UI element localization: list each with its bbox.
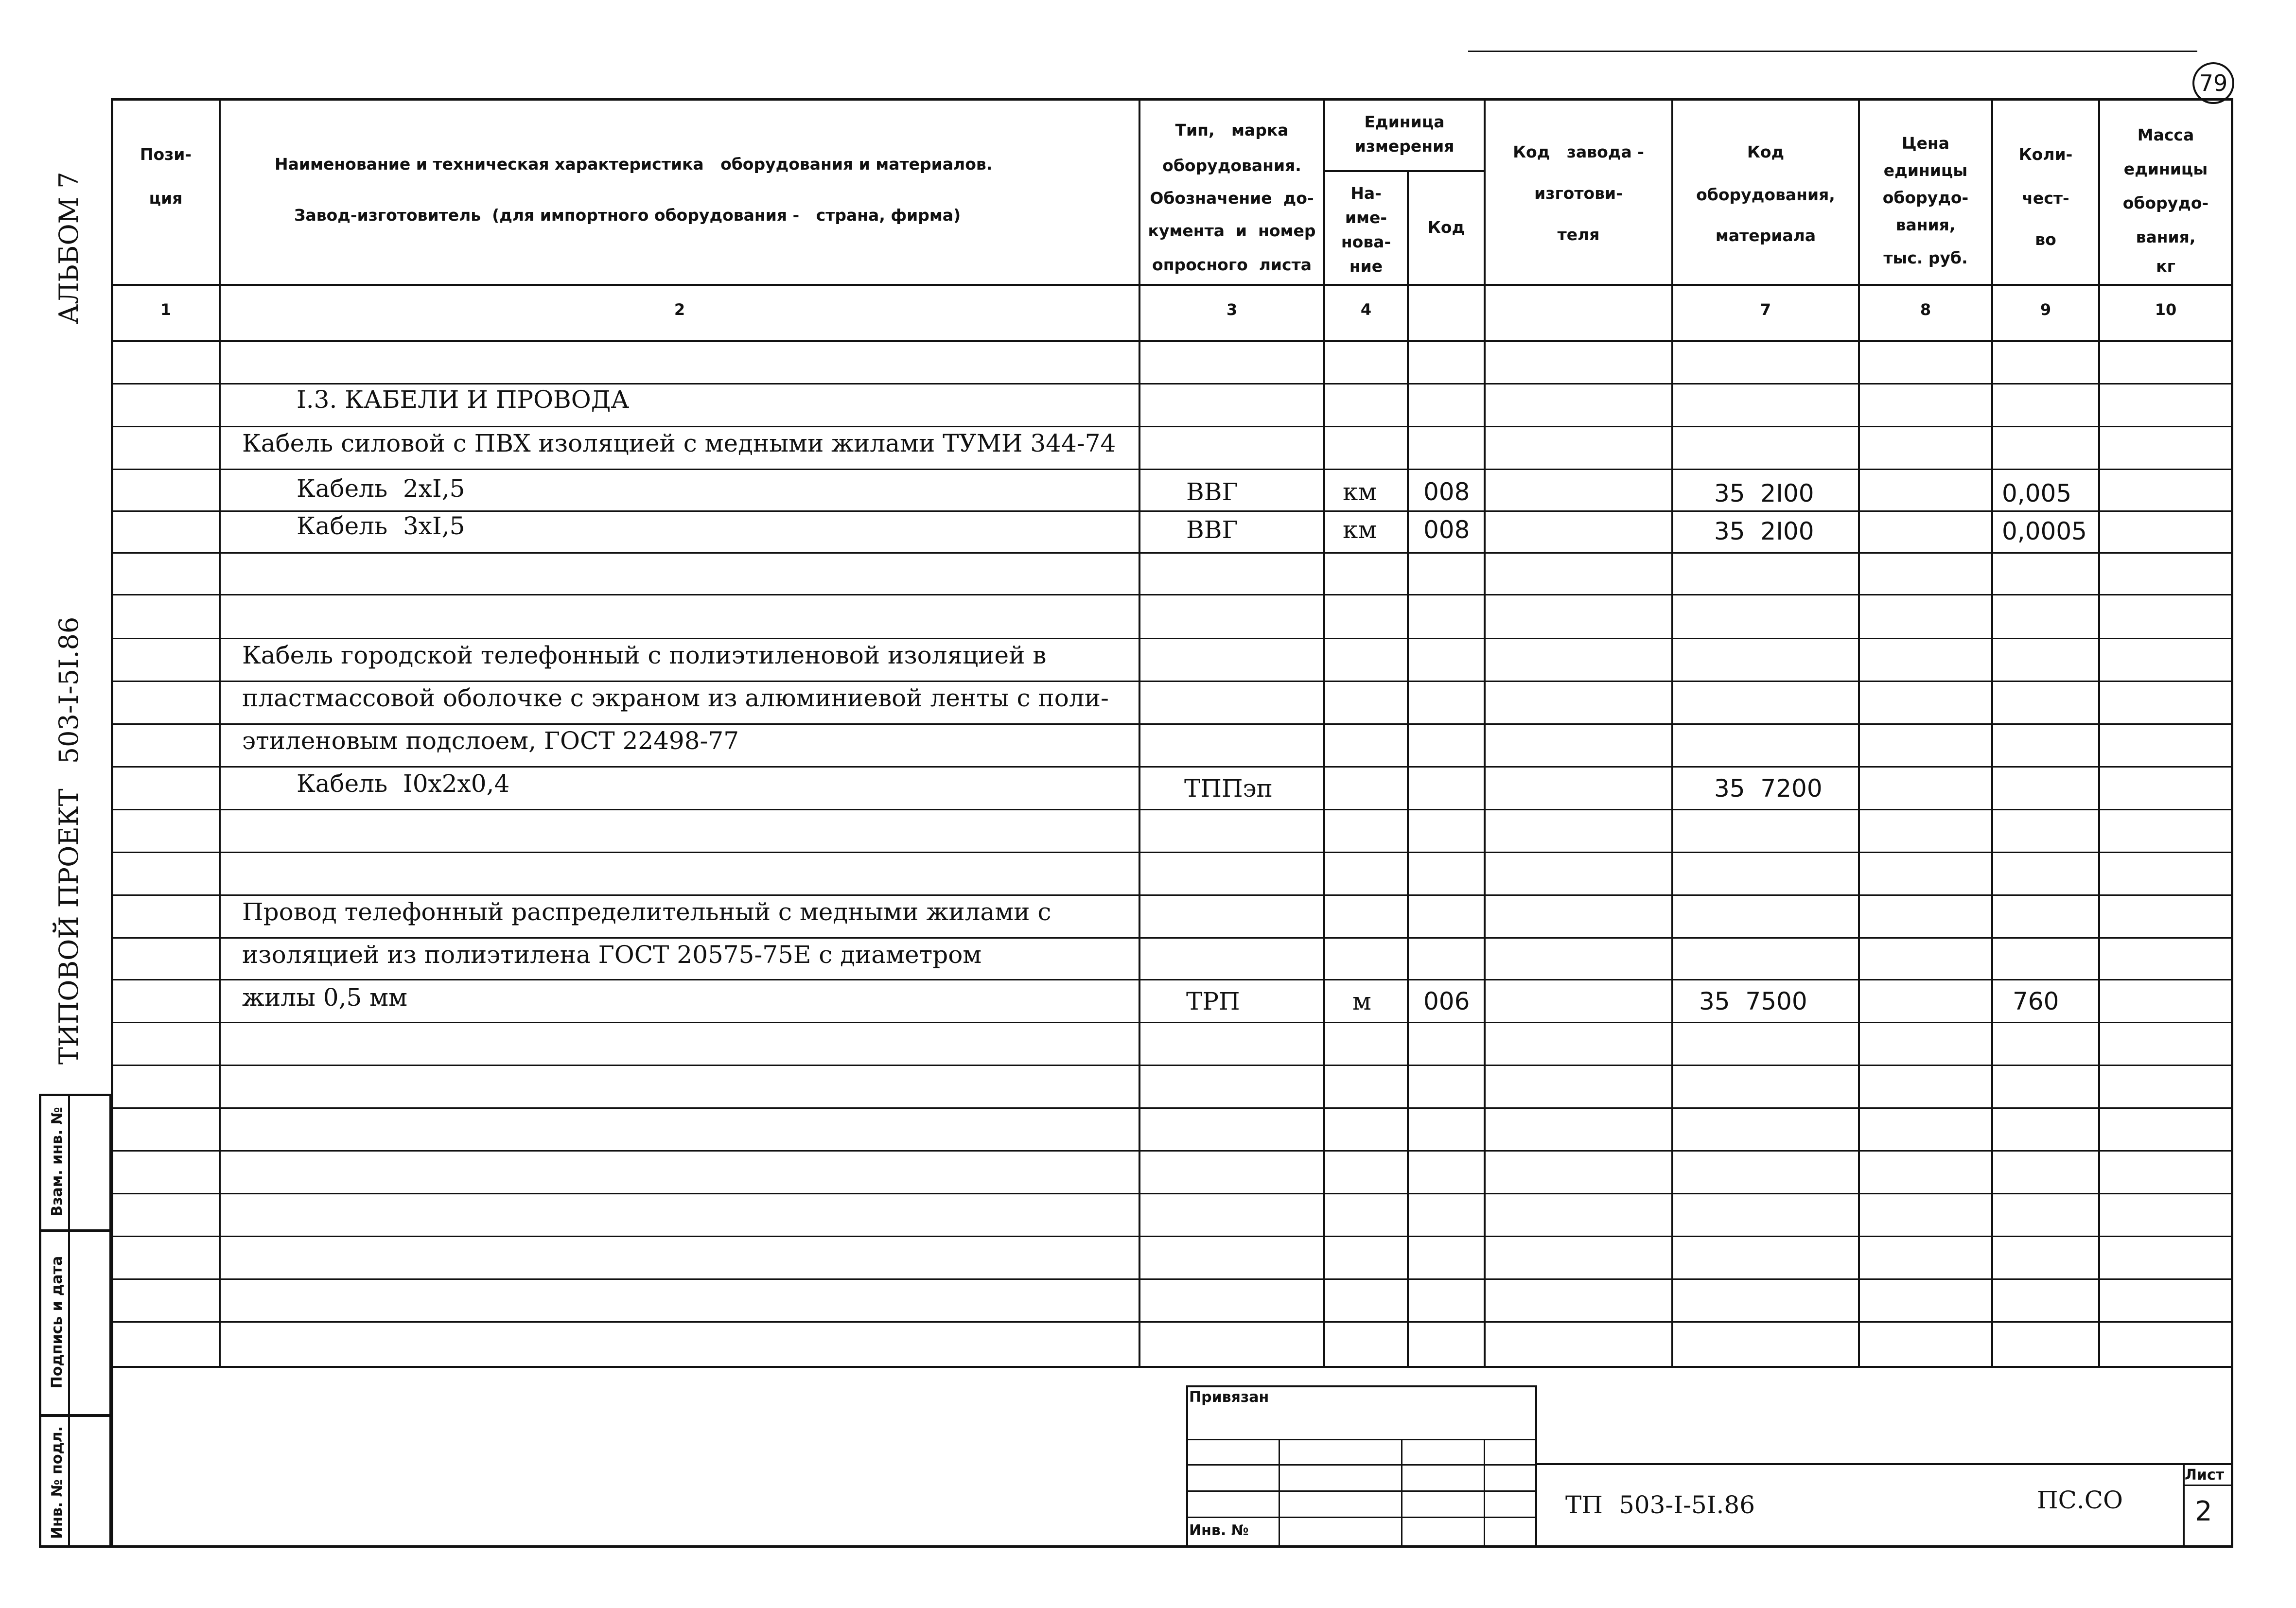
row-line xyxy=(111,1278,2233,1280)
hdr-col3-l2: оборудования. xyxy=(1162,156,1301,175)
body-bottom-line xyxy=(111,1366,2233,1368)
row-phone-cable-l3: этиленовым подслоем, ГОСТ 22498-77 xyxy=(242,727,739,755)
row-cable-3x15-code: 008 xyxy=(1423,516,1470,544)
hdr-col6-l1: Код завода - xyxy=(1513,142,1644,161)
list-number: 2 xyxy=(2195,1496,2212,1527)
hdr-col10-l3: оборудо- xyxy=(2122,193,2209,212)
row-line xyxy=(111,383,2233,385)
row-cable-2x15-code: 008 xyxy=(1423,478,1470,506)
hdr-col8-l4: вания, xyxy=(1895,215,1956,234)
hdr-col3-l4: кумента и номер xyxy=(1148,221,1316,240)
row-power-cable: Кабель силовой с ПВХ изоляцией с медными жилами ТУМИ 344-74 xyxy=(242,429,1116,457)
side-stamp-inv-zam: Взам. инв. № xyxy=(49,1107,66,1217)
row-line xyxy=(111,1022,2233,1023)
row-line xyxy=(111,1107,2233,1109)
row-cable-2x15-type: ВВГ xyxy=(1186,478,1238,506)
side-album: АЛЬБОМ 7 xyxy=(53,172,84,324)
row-wire-unit: м xyxy=(1352,987,1371,1015)
header-bottom-line xyxy=(111,284,2233,286)
row-phone-cable-l1: Кабель городской телефонный с полиэтиленовой изоляцией в xyxy=(242,641,1047,669)
hdr-col4-l1: На- xyxy=(1350,184,1382,203)
inv-no-label: Инв. № xyxy=(1189,1522,1249,1539)
row-line xyxy=(111,552,2233,554)
colnum-1: 1 xyxy=(160,300,172,319)
hdr-col8-l1: Цена xyxy=(1901,134,1950,153)
hdr-col7-l3: материала xyxy=(1715,226,1816,245)
colnum-bottom-line xyxy=(111,340,2233,342)
hdr-col5: Код xyxy=(1427,218,1465,237)
row-wire-type: ТРП xyxy=(1186,987,1240,1015)
row-cable-3x15-mass: 0,0005 xyxy=(2002,517,2087,545)
col-line-4 xyxy=(1407,170,1409,1368)
row-cable-10x2-mat: 35 7200 xyxy=(1714,774,1823,803)
sheet-number: 79 xyxy=(2199,70,2228,96)
row-cable-2x15-name: Кабель 2хI,5 xyxy=(297,474,465,503)
hdr-col7-l2: оборудования, xyxy=(1696,185,1835,204)
row-line xyxy=(111,469,2233,470)
hdr-col8-l5: тыс. руб. xyxy=(1883,248,1968,267)
row-wire-mat: 35 7500 xyxy=(1699,987,1807,1015)
row-cable-3x15-mat: 35 2I00 xyxy=(1714,517,1814,545)
row-line xyxy=(111,426,2233,427)
row-line xyxy=(111,1150,2233,1152)
row-cable-2x15-mat: 35 2I00 xyxy=(1714,479,1814,507)
col-line-8 xyxy=(1991,98,1993,1368)
row-cable-2x15-mass: 0,005 xyxy=(2002,479,2072,507)
colnum-3: 3 xyxy=(1226,300,1238,319)
hdr-col7-l1: Код xyxy=(1747,142,1785,161)
row-cable-3x15-unit: км xyxy=(1343,516,1377,544)
hdr-col9-l2: чест- xyxy=(2022,189,2069,208)
hdr-col3-l5: опросного листа xyxy=(1152,255,1312,274)
section-title: I.3. КАБЕЛИ И ПРОВОДА xyxy=(297,385,630,414)
colnum-8: 8 xyxy=(1920,300,1931,319)
colnum-10: 10 xyxy=(2155,300,2177,319)
side-stamp-sign-date: Подпись и дата xyxy=(49,1256,66,1389)
colnum-2: 2 xyxy=(674,300,685,319)
hdr-col3-l1: Тип, марка xyxy=(1175,121,1289,140)
col-line-2 xyxy=(1139,98,1140,1368)
row-line xyxy=(111,766,2233,768)
doc-code-prefix: ТП xyxy=(1565,1491,1603,1519)
side-code: 503-I-5I.86 xyxy=(53,616,84,764)
privyazan-vline-3 xyxy=(1484,1439,1485,1548)
row-line xyxy=(111,1065,2233,1066)
list-label: Лист xyxy=(2185,1467,2225,1484)
row-line xyxy=(111,809,2233,810)
hdr-col10-l2: единицы xyxy=(2123,159,2208,178)
row-line xyxy=(111,1236,2233,1237)
row-cable-10x2-type: ТППэп xyxy=(1184,774,1273,803)
title-block-top xyxy=(1535,1463,2233,1465)
hdr-unit-l1: Единица xyxy=(1364,112,1445,131)
unit-split-line xyxy=(1323,170,1484,172)
row-line xyxy=(111,979,2233,980)
hdr-col9-l1: Коли- xyxy=(2018,145,2073,164)
hdr-unit-l2: измерения xyxy=(1354,137,1455,156)
side-stamp-divider xyxy=(68,1094,70,1548)
hdr-col6-l3: теля xyxy=(1557,225,1600,244)
hdr-col4-l4: ние xyxy=(1349,257,1383,276)
col-line-6 xyxy=(1671,98,1673,1368)
hdr-col9-l3: во xyxy=(2035,230,2056,249)
row-line xyxy=(111,723,2233,725)
hdr-col10-l5: кг xyxy=(2156,257,2175,276)
col-line-5 xyxy=(1484,98,1486,1368)
row-wire-code: 006 xyxy=(1423,987,1470,1015)
doc-code: 503-I-5I.86 xyxy=(1619,1491,1755,1519)
top-rule xyxy=(1468,51,2197,52)
colnum-4: 4 xyxy=(1360,300,1372,319)
row-line xyxy=(111,594,2233,595)
hdr-col4-l3: нова- xyxy=(1341,232,1391,251)
row-line xyxy=(111,1193,2233,1194)
row-cable-3x15-type: ВВГ xyxy=(1186,516,1238,544)
row-cable-3x15-name: Кабель 3хI,5 xyxy=(297,512,465,540)
row-line xyxy=(111,681,2233,682)
col-line-3 xyxy=(1323,98,1325,1368)
side-project: ТИПОВОЙ ПРОЕКТ xyxy=(53,788,84,1065)
privyazan-vline-2 xyxy=(1401,1439,1402,1548)
row-line xyxy=(111,1321,2233,1323)
row-cable-10x2-name: Кабель I0х2х0,4 xyxy=(297,769,510,798)
hdr-col8-l3: оборудо- xyxy=(1882,188,1969,207)
hdr-col1-l2: ция xyxy=(149,189,183,208)
hdr-col2-l2: Завод-изготовитель (для импортного оборудования - страна, фирма) xyxy=(294,206,961,225)
row-wire-l3: жилы 0,5 мм xyxy=(242,983,407,1012)
hdr-col8-l2: единицы xyxy=(1883,161,1968,180)
hdr-col3-l3: Обозначение до- xyxy=(1150,189,1314,208)
col-line-1 xyxy=(219,98,221,1368)
row-line xyxy=(111,937,2233,939)
col-line-9 xyxy=(2098,98,2100,1368)
row-line xyxy=(111,852,2233,853)
row-wire-qty: 760 xyxy=(2013,987,2059,1015)
privyazan-vline-1 xyxy=(1279,1439,1280,1548)
row-line xyxy=(111,894,2233,896)
hdr-col10-l4: вания, xyxy=(2136,227,2196,246)
row-wire-l2: изоляцией из полиэтилена ГОСТ 20575-75Е с диаметром xyxy=(242,941,982,969)
side-stamp-inv-podl: Инв. № подл. xyxy=(49,1426,66,1539)
hdr-col4-l2: име- xyxy=(1345,208,1387,227)
hdr-col6-l2: изготови- xyxy=(1534,184,1623,203)
row-wire-l1: Провод телефонный распределительный с медными жилами с xyxy=(242,898,1052,926)
doc-suffix: ПС.СО xyxy=(2037,1486,2123,1514)
row-cable-2x15-unit: км xyxy=(1343,478,1377,506)
privyazan-label: Привязан xyxy=(1189,1389,1269,1406)
hdr-col10-l1: Масса xyxy=(2137,125,2194,144)
col-line-7 xyxy=(1858,98,1860,1368)
hdr-col2-l1: Наименование и техническая характеристика оборудования и материалов. xyxy=(275,155,993,174)
colnum-9: 9 xyxy=(2040,300,2051,319)
row-phone-cable-l2: пластмассовой оболочке с экраном из алюминиевой ленты с поли- xyxy=(242,684,1109,712)
row-line xyxy=(111,638,2233,639)
hdr-col1-l1: Пози- xyxy=(140,145,192,164)
colnum-7: 7 xyxy=(1760,300,1771,319)
